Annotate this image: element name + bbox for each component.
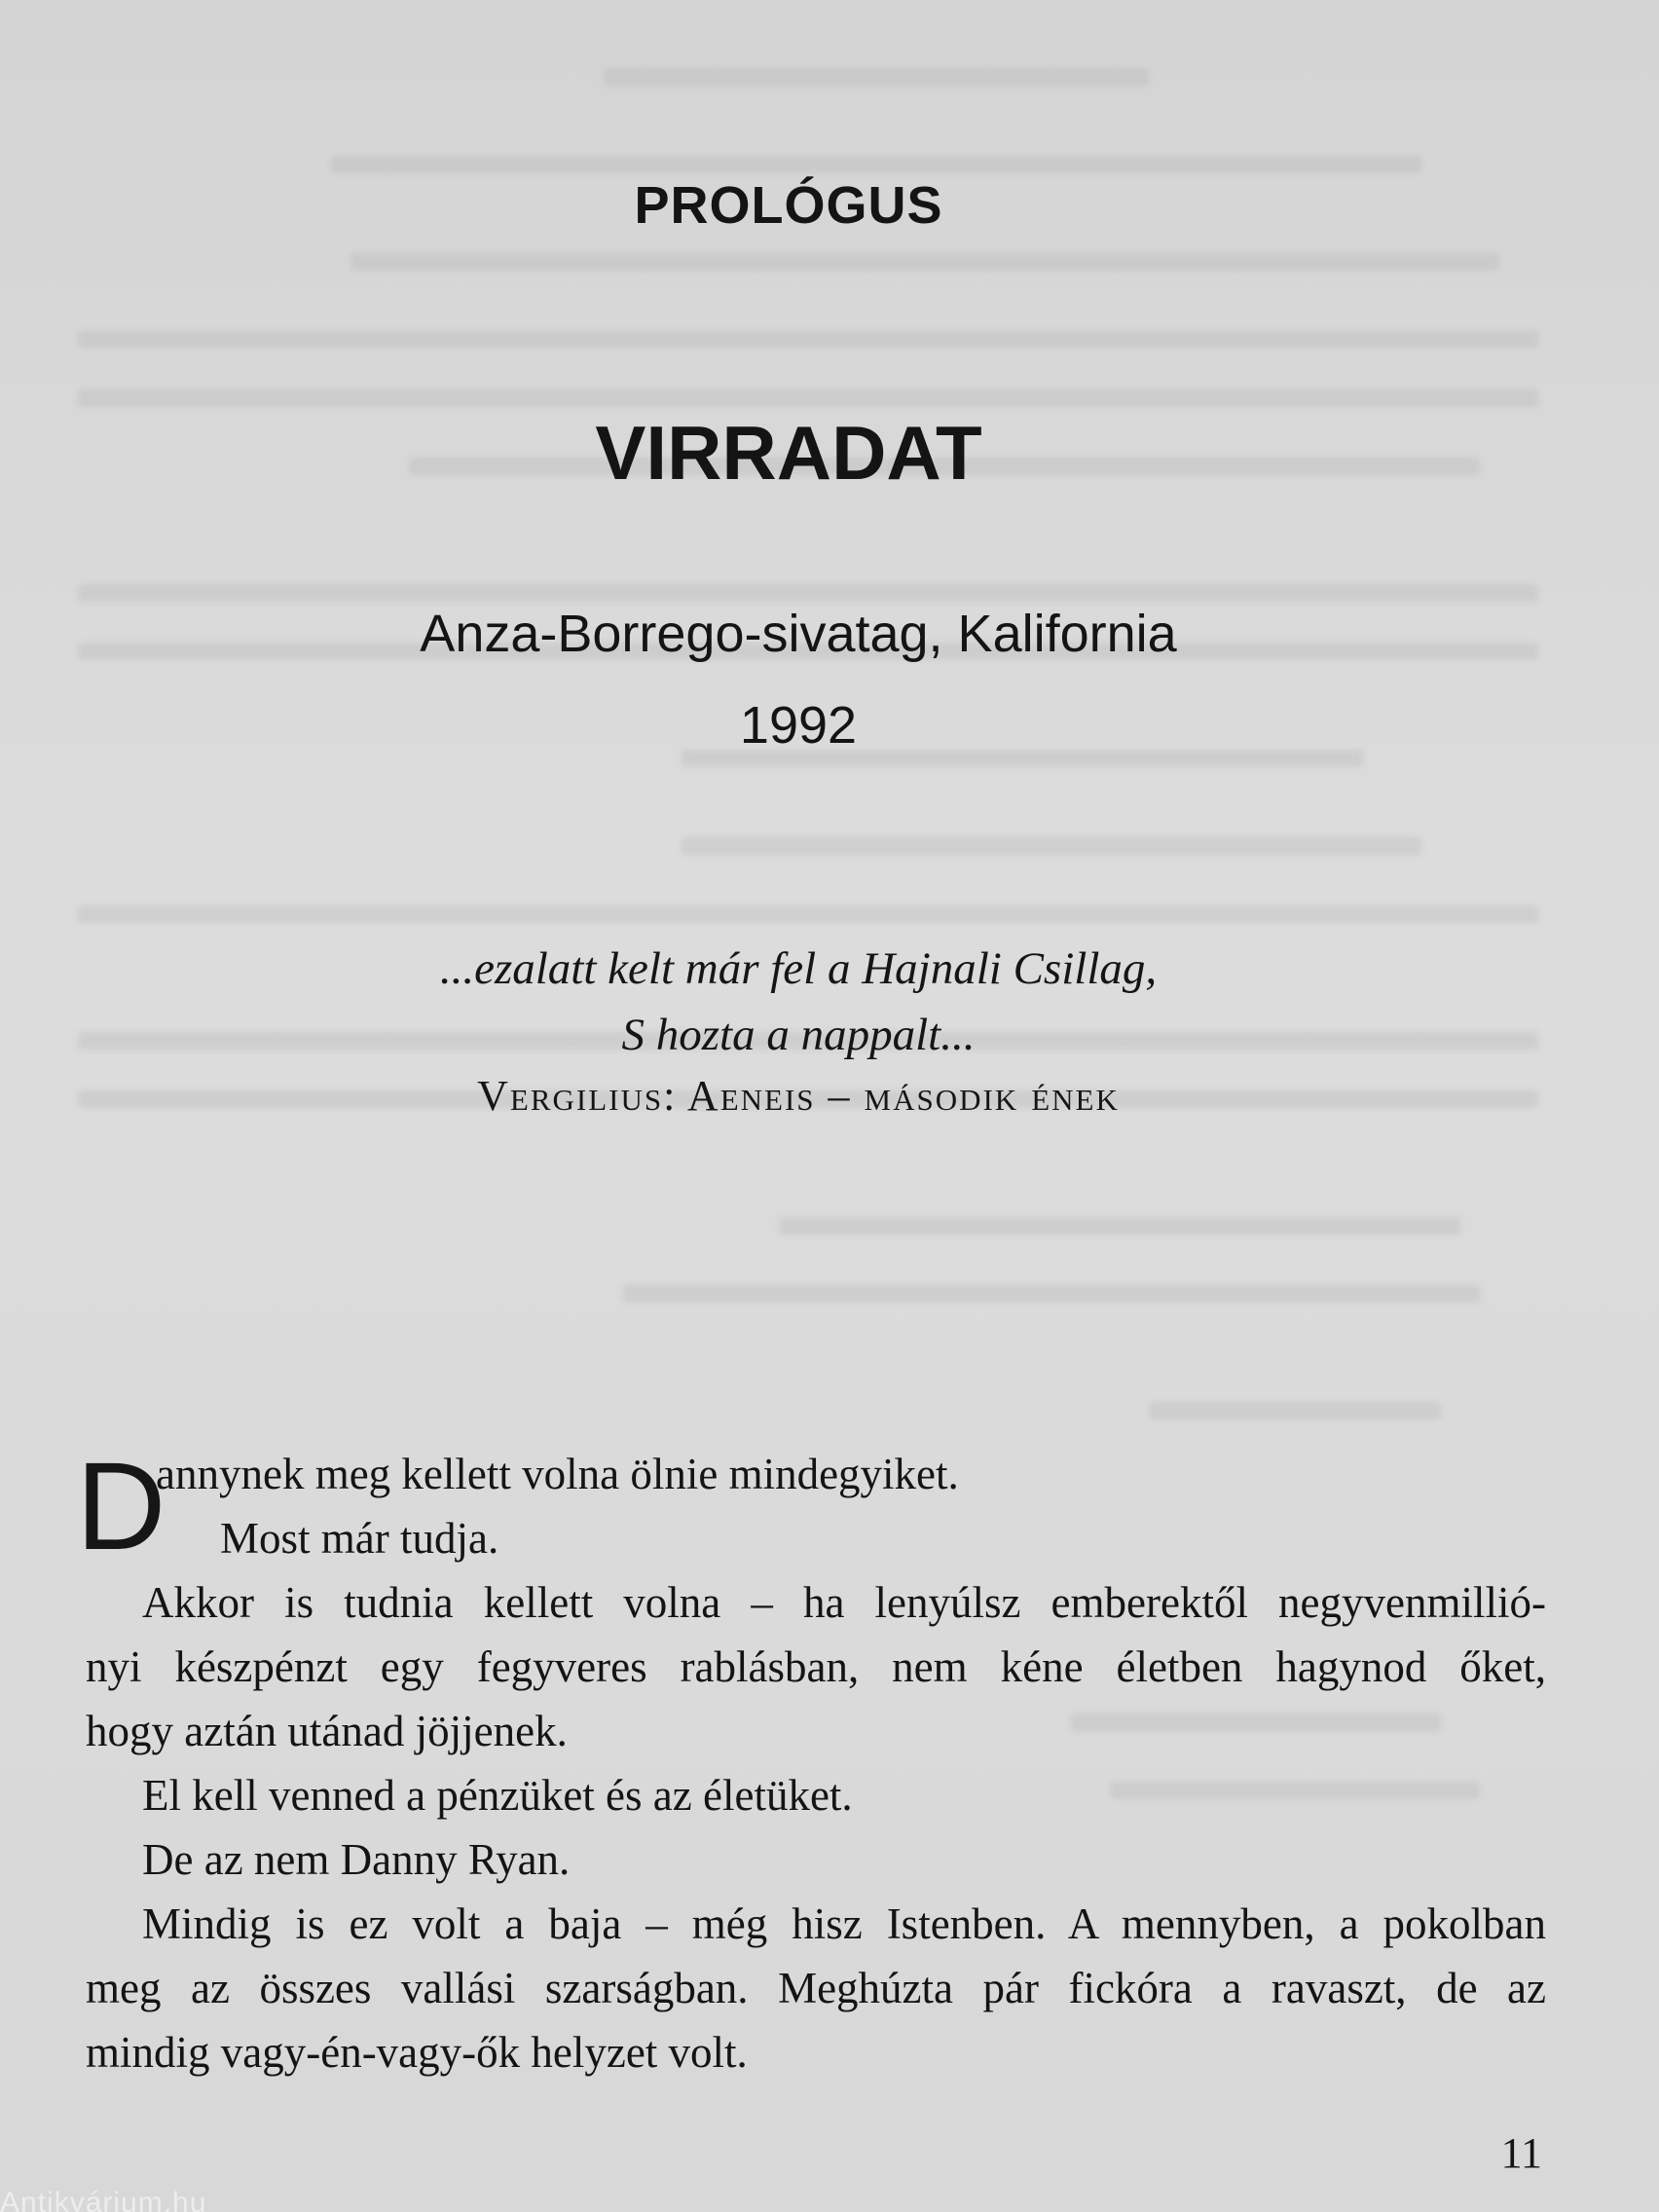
paragraph-3-line-3: hogy aztán utánad jöjjenek. [86, 1707, 568, 1755]
epigraph-attribution: Vergilius: Aeneis – második ének [477, 1072, 1120, 1120]
watermark: Antikvárium.hu [0, 2187, 207, 2212]
paragraph-1-text: annynek meg kellett volna ölnie mindegyiket. [156, 1450, 959, 1498]
chapter-title: VIRRADAT [595, 410, 982, 496]
epigraph-line-2: S hozta a nappalt... [621, 1010, 976, 1060]
epigraph-line-1: ...ezalatt kelt már fel a Hajnali Csillag, [439, 943, 1158, 994]
paragraph-3-line-1: Akkor is tudnia kellett volna – ha lenyúlsz emberektől negyvenmillió- [142, 1578, 1546, 1627]
year-line: 1992 [739, 696, 858, 755]
paragraph-5: De az nem Danny Ryan. [142, 1835, 571, 1884]
paragraph-3-line-2: nyi készpénzt egy fegyveres rablásban, nem kéne életben hagynod őket, [86, 1642, 1546, 1691]
page-number: 11 [1500, 2129, 1542, 2177]
paragraph-4: El kell venned a pénzüket és az életüket. [142, 1771, 853, 1820]
drop-cap: D [76, 1437, 166, 1576]
paragraph-2: Most már tudja. [220, 1514, 499, 1563]
paragraph-6-line-1: Mindig is ez volt a baja – még hisz Istenben. A mennyben, a pokolban [142, 1899, 1546, 1948]
paragraph-6-line-2: meg az összes vallási szarságban. Meghúzta pár fickóra a ravaszt, de az [86, 1964, 1546, 2012]
paragraph-6-line-3: mindig vagy-én-vagy-ők helyzet volt. [86, 2028, 748, 2077]
prologue-heading: PROLÓGUS [634, 176, 943, 235]
location-line: Anza-Borrego-sivatag, Kalifornia [420, 605, 1177, 663]
